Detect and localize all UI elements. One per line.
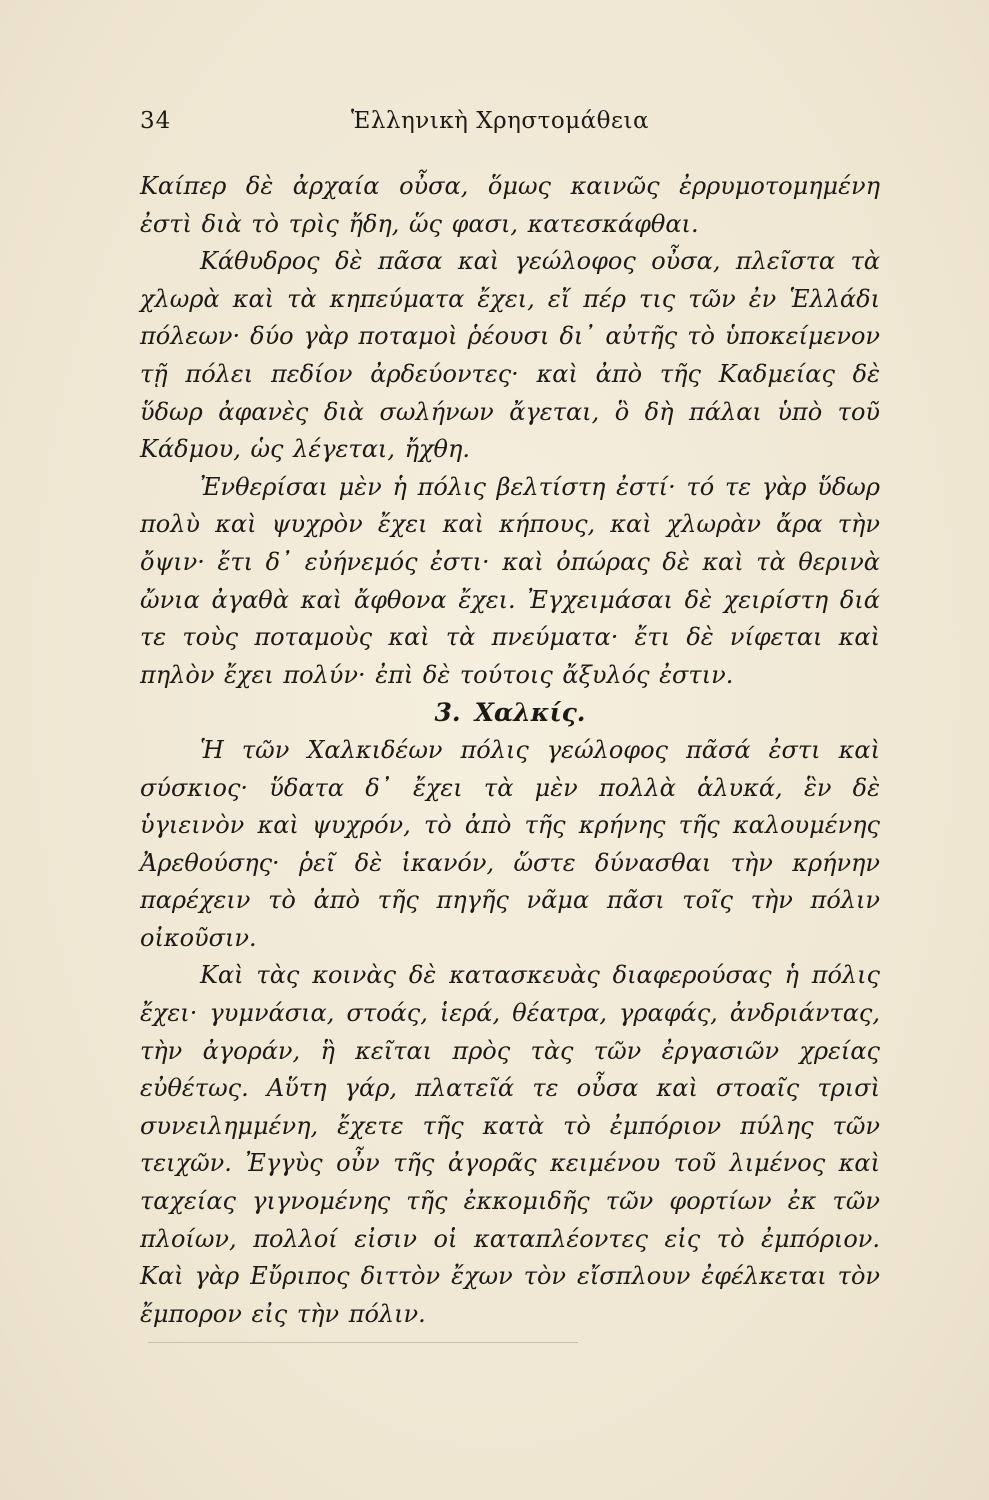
section-title: Χαλκίς. <box>474 698 586 728</box>
paragraph: Καὶ τὰς κοινὰς δὲ κατασκευὰς διαφερούσας ἡ πόλις ἔχει· γυμνάσια, στοάς, ἱερά, θέατρα, γραφάς, ἀνδριάντας, τὴν ἀγοράν, ἣ κεῖται πρὸς τὰς τῶν ἐργασιῶν χρείας εὐθέτως. Αὕτη γάρ, πλατεῖά τε οὖσα καὶ στοαῖς τρισὶ συνειλημμένη, ἔχετε τῆς κατὰ τὸ ἐμπόριον πύλης τῶν τειχῶν. Ἐγγὺς οὖν τῆς ἀγορᾶς κειμένου τοῦ λιμένος καὶ ταχείας γιγνομένης τῆς ἐκκομιδῆς τῶν φορτίων ἐκ τῶν πλοίων, πολλοί εἰσιν οἱ καταπλέοντες εἰς τὸ ἐμπόριον. Καὶ γὰρ Εὔριπος διττὸν ἔχων τὸν εἴσπλουν ἐφέλκεται τὸν ἔμπορον εἰς τὴν πόλιν. <box>140 961 880 1328</box>
page-number: 34 <box>140 108 172 134</box>
section-number: 3. <box>434 698 461 728</box>
body-text <box>140 168 880 1333</box>
paragraph: Ἡ τῶν Χαλκιδέων πόλις γεώλοφος πᾶσά ἐστι καὶ σύσκιος· ὕδατα δ᾽ ἔχει τὰ μὲν πολλὰ ἁλυκά, ἓν δὲ ὑγιεινὸν καὶ ψυχρόν, τὸ ἀπὸ τῆς κρήνης τῆς καλουμένης Ἀρεθούσης· ῥεῖ δὲ ἱκανόν, ὥστε δύνασθαι τὴν κρήνην παρέχειν τὸ ἀπὸ τῆς πηγῆς νᾶμα πᾶσι τοῖς τὴν πόλιν οἰκοῦσιν. <box>140 735 880 952</box>
running-title: Ἑλληνικὴ Χρηστομάθεια <box>351 108 649 134</box>
page-header <box>140 108 860 148</box>
paragraph: Καίπερ δὲ ἀρχαία οὖσα, ὅμως καινῶς ἐρρυμοτομημένη ἐστὶ διὰ τὸ τρὶς ἤδη, ὥς φασι, κατεσκάφθαι. <box>140 172 880 238</box>
section-heading <box>140 694 880 732</box>
paragraph: Ἐνθερίσαι μὲν ἡ πόλις βελτίστη ἐστί· τό τε γὰρ ὕδωρ πολὺ καὶ ψυχρὸν ἔχει καὶ κήπους, καὶ χλωρὰν ἄρα τὴν ὄψιν· ἔτι δ᾽ εὐήνεμός ἐστι· καὶ ὀπώρας δὲ καὶ τὰ θερινὰ ὤνια ἀγαθὰ καὶ ἄφθονα ἔχει. Ἐγχειμάσαι δὲ χειρίστη διά τε τοὺς ποταμοὺς καὶ τὰ πνεύματα· ἔτι δὲ νίφεται καὶ πηλὸν ἔχει πολύν· ἐπὶ δὲ τούτοις ἄξυλός ἐστιν. <box>140 472 880 689</box>
footer-rule <box>148 1342 578 1343</box>
paragraph: Κάθυδρος δὲ πᾶσα καὶ γεώλοφος οὖσα, πλεῖστα τὰ χλωρὰ καὶ τὰ κηπεύματα ἔχει, εἴ πέρ τις τῶν ἐν Ἑλλάδι πόλεων· δύο γὰρ ποταμοὶ ῥέουσι δι᾽ αὐτῆς τὸ ὑποκείμενον τῇ πόλει πεδίον ἀρδεύοντες· καὶ ἀπὸ τῆς Καδμείας δὲ ὕδωρ ἀφανὲς διὰ σωλήνων ἄγεται, ὃ δὴ πάλαι ὑπὸ τοῦ Κάδμου, ὡς λέγεται, ἤχθη. <box>140 247 880 464</box>
